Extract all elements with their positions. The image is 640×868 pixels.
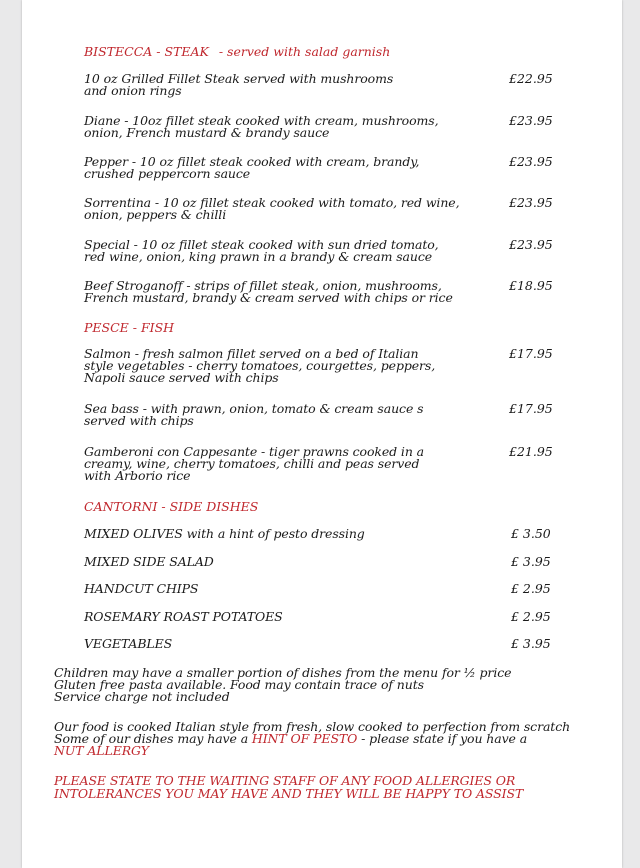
note-nut-allergy: NUT ALLERGY (54, 743, 149, 758)
allergy-notice-line2: INTOLERANCES YOU MAY HAVE AND THEY WILL BE HAPPY TO ASSIST (54, 786, 524, 801)
item-price: £23.95 (509, 195, 553, 210)
note-pesto-a: Some of our dishes may have a (54, 731, 252, 746)
side-name: MIXED OLIVES with a hint of pesto dressing (84, 526, 365, 541)
side-name: ROSEMARY ROAST POTATOES (84, 609, 283, 624)
item-price: £17.95 (509, 401, 553, 416)
item-price: £23.95 (509, 237, 553, 252)
item-price: £21.95 (509, 444, 553, 459)
item-price: £ 3.95 (511, 554, 551, 569)
steak-heading: BISTECCA - STEAK (84, 44, 209, 59)
item-line: Salmon - fresh salmon fillet served on a bed of Italian (84, 346, 419, 361)
allergy-notice-line1: PLEASE STATE TO THE WAITING STAFF OF ANY FOOD ALLERGIES OR (54, 773, 516, 788)
item-line: creamy, wine, cherry tomatoes, chilli and peas served (84, 456, 420, 471)
note-service: Service charge not included (54, 689, 230, 704)
section-heading-sides: CANTORNI - SIDE DISHES (84, 499, 259, 514)
item-line: with Arborio rice (84, 468, 191, 483)
note-pesto-c: - please state if you have a (357, 731, 528, 746)
side-name: HANDCUT CHIPS (84, 581, 199, 596)
item-price: £23.95 (509, 154, 553, 169)
menu-page (22, 0, 622, 868)
item-price: £23.95 (509, 113, 553, 128)
item-price: £ 2.95 (511, 581, 551, 596)
item-line: Pepper - 10 oz fillet steak cooked with cream, brandy, (84, 154, 420, 169)
item-line: and onion rings (84, 83, 182, 98)
item-price: £18.95 (509, 278, 553, 293)
item-price: £ 3.50 (511, 526, 551, 541)
note-gluten: Gluten free pasta available. Food may contain trace of nuts (54, 677, 424, 692)
side-name: MIXED SIDE SALAD (84, 554, 214, 569)
steak-subheading: - served with salad garnish (218, 44, 391, 59)
item-line: French mustard, brandy & cream served with chips or rice (84, 290, 453, 305)
note-cooking: Our food is cooked Italian style from fresh, slow cooked to perfection from scratch (54, 719, 571, 734)
item-line: 10 oz Grilled Fillet Steak served with mushrooms (84, 71, 394, 86)
side-name: VEGETABLES (84, 636, 173, 651)
item-line: served with chips (84, 413, 194, 428)
item-line: Sorrentina - 10 oz fillet steak cooked with tomato, red wine, (84, 195, 460, 210)
item-line: style vegetables - cherry tomatoes, courgettes, peppers, (84, 358, 436, 373)
note-pesto-highlight: HINT OF PESTO (251, 731, 358, 746)
item-line: red wine, onion, king prawn in a brandy & cream sauce (84, 249, 433, 264)
item-line: onion, French mustard & brandy sauce (84, 125, 330, 140)
section-heading-fish: PESCE - FISH (84, 320, 175, 335)
item-line: Beef Stroganoff - strips of fillet steak, onion, mushrooms, (84, 278, 442, 293)
item-price: £22.95 (509, 71, 553, 86)
item-line: Napoli sauce served with chips (84, 370, 279, 385)
item-price: £17.95 (509, 346, 553, 361)
item-line: Sea bass - with prawn, onion, tomato & cream sauce s (84, 401, 424, 416)
note-children: Children may have a smaller portion of dishes from the menu for ½ price (54, 665, 512, 680)
section-heading-steak (84, 44, 390, 59)
item-price: £ 2.95 (511, 609, 551, 624)
item-line: crushed peppercorn sauce (84, 166, 251, 181)
item-line: Diane - 10oz fillet steak cooked with cream, mushrooms, (84, 113, 439, 128)
item-line: Gamberoni con Cappesante - tiger prawns cooked in a (84, 444, 424, 459)
item-line: Special - 10 oz fillet steak cooked with sun dried tomato, (84, 237, 439, 252)
item-price: £ 3.95 (511, 636, 551, 651)
item-line: onion, peppers & chilli (84, 207, 227, 222)
